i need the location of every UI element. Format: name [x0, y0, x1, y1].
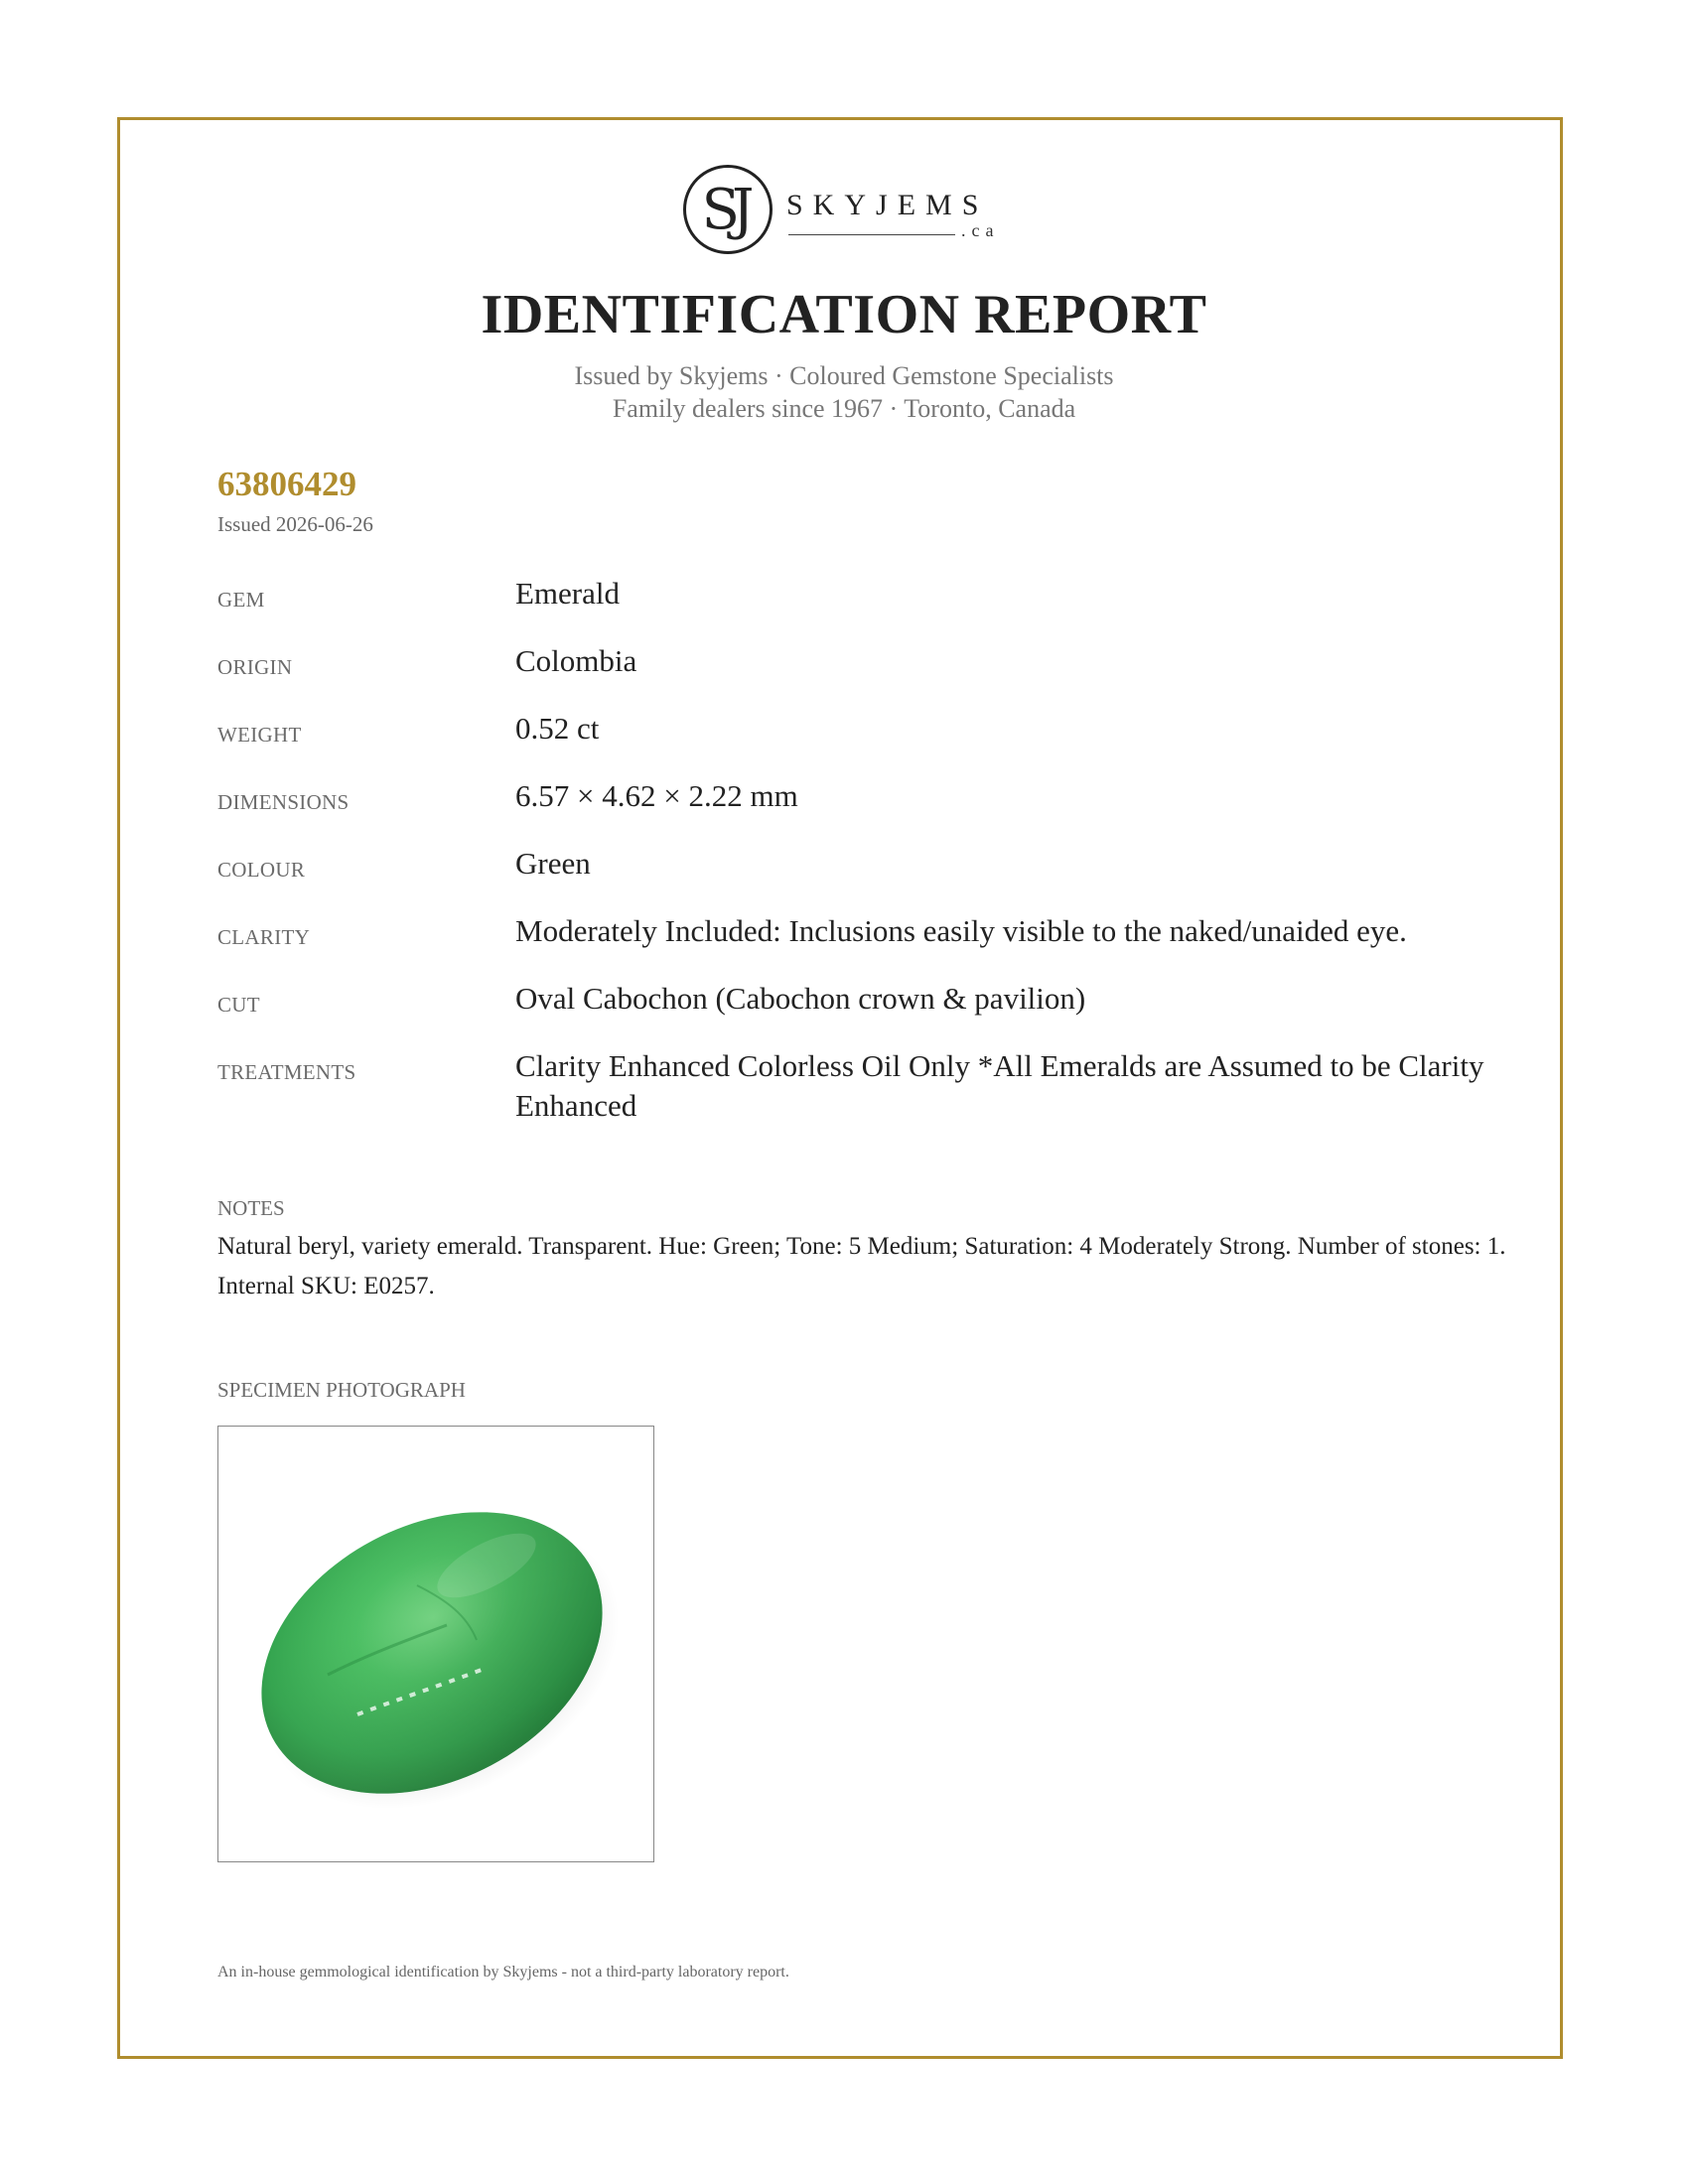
logo-domain: .ca: [961, 220, 1000, 240]
field-value: Oval Cabochon (Cabochon crown & pavilion): [515, 981, 1086, 1016]
field-value: 6.57 × 4.62 × 2.22 mm: [515, 778, 798, 813]
notes-label: NOTES: [217, 1196, 285, 1220]
subtitle-location: Family dealers since 1967 · Toronto, Canada: [612, 394, 1076, 423]
footer-disclaimer: An in-house gemmological identification by Skyjems - not a third-party laboratory report.: [217, 1964, 789, 1980]
field-value: Clarity Enhanced Colorless Oil Only *All Emeralds are Assumed to be Clarity Enhanced: [515, 1048, 1484, 1123]
field-label: DIMENSIONS: [217, 790, 350, 814]
logo-wordmark: SKYJEMS: [786, 189, 989, 221]
field-value: 0.52 ct: [515, 711, 600, 746]
logo-underline: [788, 234, 955, 235]
issue-date: Issued 2026-06-26: [217, 512, 373, 536]
field-label: WEIGHT: [217, 723, 302, 747]
report-title: IDENTIFICATION REPORT: [481, 284, 1207, 345]
field-label: ORIGIN: [217, 655, 293, 679]
field-value: Moderately Included: Inclusions easily visible to the naked/unaided eye.: [515, 913, 1407, 948]
specimen-photo: [217, 1426, 654, 1862]
field-label: COLOUR: [217, 858, 306, 882]
logo-monogram: SJ: [701, 177, 747, 242]
monogram-circle-icon: [683, 165, 773, 254]
field-value: Colombia: [515, 643, 637, 678]
notes-text: Natural beryl, variety emerald. Transparent. Hue: Green; Tone: 5 Medium; Saturation: 4 Moderately Strong. Number of stones: 1. Internal SKU: E0257.: [217, 1233, 1506, 1299]
emerald-cabochon-icon: [218, 1427, 654, 1862]
field-label: CLARITY: [217, 925, 311, 949]
field-label: TREATMENTS: [217, 1060, 356, 1084]
field-value: Green: [515, 846, 591, 881]
photo-label: SPECIMEN PHOTOGRAPH: [217, 1378, 466, 1402]
field-label: CUT: [217, 993, 260, 1017]
brand-logo: [683, 161, 1011, 260]
field-value: Emerald: [515, 576, 621, 611]
subtitle-issuer: Issued by Skyjems · Coloured Gemstone Specialists: [574, 361, 1114, 390]
report-number: 63806429: [217, 465, 356, 503]
field-label: GEM: [217, 588, 265, 612]
